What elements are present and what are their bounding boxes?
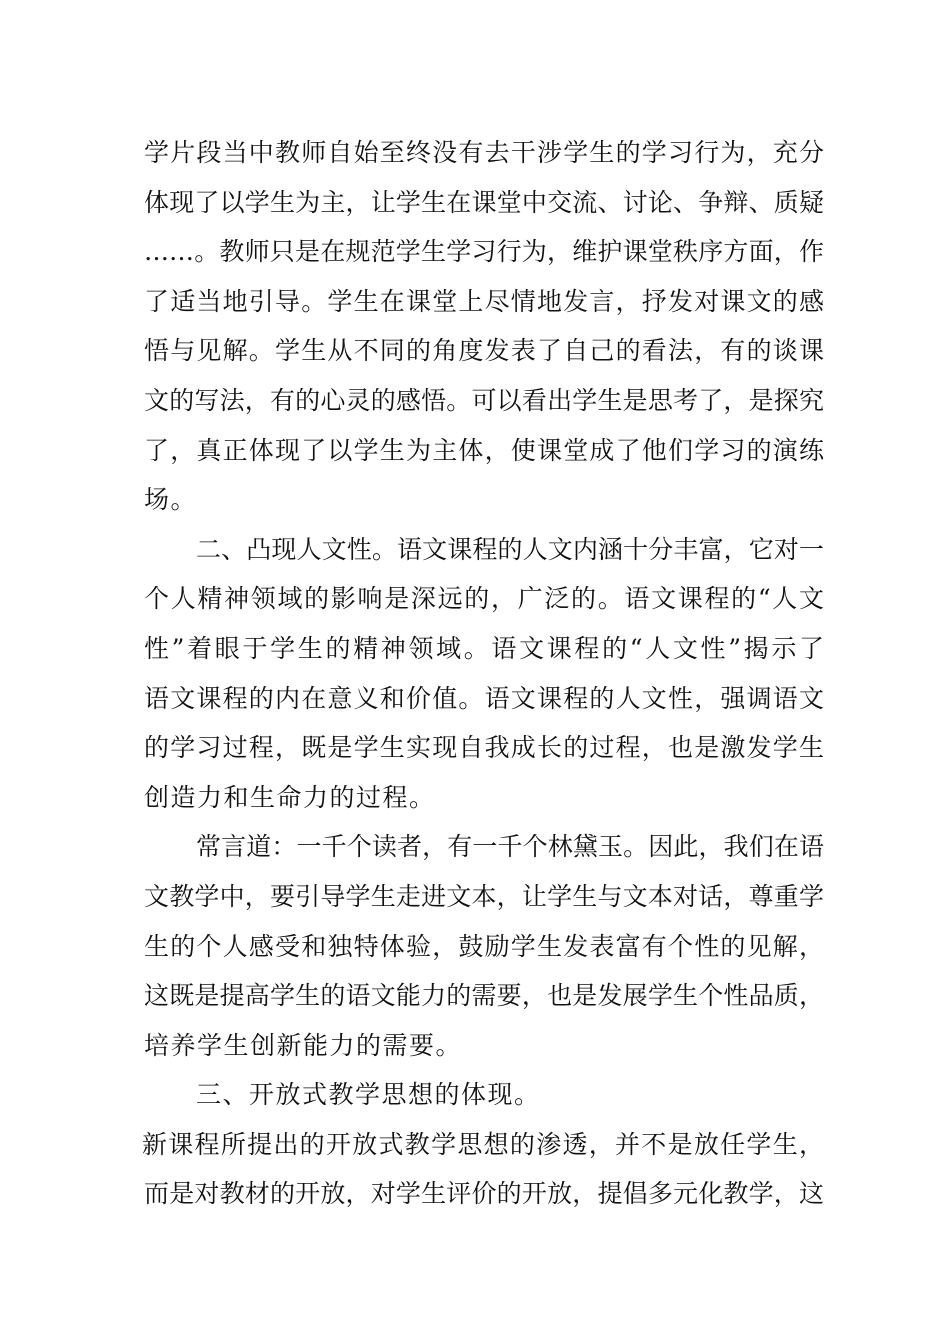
text-line: 学片段当中教师自始至终没有去干涉学生的学习行为，充分	[144, 138, 824, 167]
text-line: 性”着眼于学生的精神领域。语文课程的“人文性”揭示了	[144, 633, 824, 663]
text-line: 了适当地引导。学生在课堂上尽情地发言，抒发对课文的感	[144, 286, 824, 316]
text-line: 的学习过程，既是学生实现自我成长的过程，也是激发学生	[144, 733, 824, 763]
text-line: 而是对教材的开放，对学生评价的开放，提倡多元化教学，这	[144, 1179, 824, 1209]
text-line: 这既是提高学生的语文能力的需要，也是发展学生个性品质，	[144, 981, 824, 1011]
text-line: 了，真正体现了以学生为主体，使课堂成了他们学习的演练	[144, 435, 824, 465]
text-line: 文的写法，有的心灵的感悟。可以看出学生是思考了，是探究	[144, 385, 824, 415]
text-line: 场。	[144, 485, 198, 515]
text-line: 创造力和生命力的过程。	[144, 782, 436, 812]
text-line: 语文课程的内在意义和价值。语文课程的人文性，强调语文	[144, 683, 824, 713]
text-line: 生的个人感受和独特体验，鼓励学生发表富有个性的见解，	[144, 931, 824, 961]
body-text	[144, 128, 824, 1219]
paragraph-start-line: 常言道：一千个读者，有一千个林黛玉。因此，我们在语	[196, 832, 824, 862]
text-line: 个人精神领域的影响是深远的，广泛的。语文课程的“人文	[144, 584, 824, 614]
text-line: 体现了以学生为主，让学生在课堂中交流、讨论、争辩、质疑	[144, 187, 824, 217]
text-line: 培养学生创新能力的需要。	[144, 1030, 463, 1060]
text-line: 新课程所提出的开放式教学思想的渗透，并不是放任学生，	[142, 1129, 824, 1159]
section-heading: 三、开放式教学思想的体现。	[196, 1080, 541, 1110]
text-line: 悟与见解。学生从不同的角度发表了自己的看法，有的谈课	[144, 336, 824, 366]
text-line: 文教学中，要引导学生走进文本，让学生与文本对话，尊重学	[144, 881, 824, 911]
text-line: ……。教师只是在规范学生学习行为，维护课堂秩序方面，作	[144, 237, 824, 267]
paragraph-start-line: 二、凸现人文性。语文课程的人文内涵十分丰富，它对一	[196, 534, 824, 564]
